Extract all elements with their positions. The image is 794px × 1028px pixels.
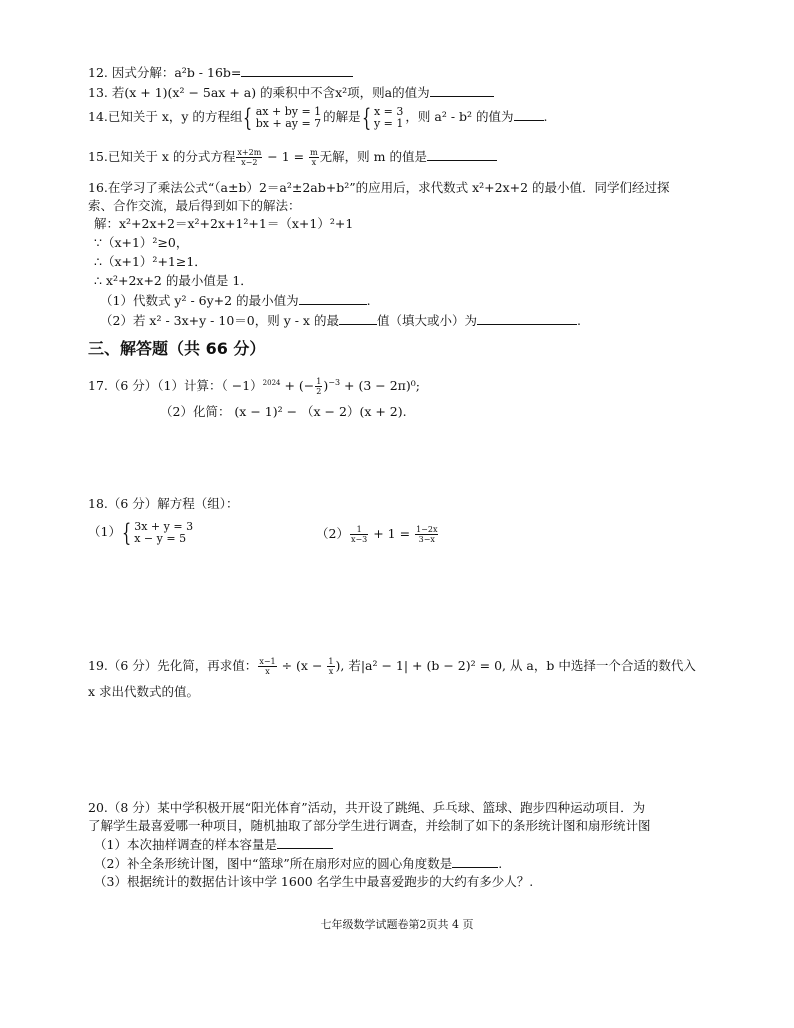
question-14: 14.已知关于 x，y 的方程组{ ax + by = 1 bx + ay = 7 的解是{ x = 3 y = 1 ，则 a² - b² 的值为 . — [88, 103, 548, 132]
q20-line1: 20.（8 分）某中学积极开展“阳光体育”活动，共开设了跳绳、乒乓球、篮球、跑步四种运动项目．为 — [88, 800, 646, 815]
q13-text: 13. 若(x + 1)(x² − 5ax + a) 的乘积中不含x²项，则a的值为 — [88, 85, 430, 100]
answer-blank — [477, 312, 577, 325]
fraction: $\frac{x-1}{x}$ — [259, 657, 276, 676]
answer-blank — [299, 292, 367, 305]
q14-system: ax + by = 1 bx + ay = 7 — [255, 104, 322, 130]
question-13 — [88, 84, 494, 101]
q18-title: 18.（6 分）解方程（组）： — [88, 496, 239, 511]
fraction: $\frac{1}{x-3}$ — [350, 525, 368, 544]
q16-line2: 索、合作交流，最后得到如下的解法： — [88, 198, 301, 213]
question-15: 15.已知关于 x 的分式方程 $\frac{x+2m}{x-2}$ − 1 = $\frac{m}{x}$ 无解，则 m 的值是 — [88, 146, 497, 168]
q16-part-1: （1）代数式 y² - 6y+2 的最小值为 . — [100, 293, 371, 308]
q18-system: 3x + y = 3 x − y = 5 — [134, 519, 194, 545]
answer-blank — [427, 148, 497, 161]
question-17: 17.（6 分）（1）计算：（ −1）$^{2024}$ + (− $\frac{1}{2}$ )$^{-3}$ + (3 − 2π)⁰; — [88, 377, 421, 397]
question-19: 19.（6 分）先化简，再求值： $\frac{x-1}{x}$ ÷ (x − $\frac{1}{x}$ ), 若|a² − 1| + (b − 2)² = 0, 从 a，b 中选择一个合适的数代入 — [88, 657, 696, 676]
answer-blank — [514, 108, 544, 121]
section-3-title: 三、解答题（共 66 分） — [88, 339, 266, 358]
q20-part-1: （1）本次抽样调查的样本容量是 — [94, 836, 333, 853]
q16-solution-3: ∴（x+1）²+1≥1． — [94, 254, 207, 269]
q19-line2: x 求出代数式的值。 — [88, 684, 200, 699]
q18-part-1: （1）{ 3x + y = 3 x − y = 5 — [88, 518, 194, 547]
q16-part-2: （2）若 x² - 3x+y - 10＝0，则 y - x 的最 值（填大或小）为 . — [100, 313, 581, 328]
q20-part-2: （2）补全条形统计图，图中“篮球”所在扇形对应的圆心角度数是 . — [94, 856, 503, 871]
q20-part-3: （3）根据统计的数据估计该中学 1600 名学生中最喜爱跑步的大约有多少人？. — [94, 874, 534, 889]
q14-solution: x = 3 y = 1 — [373, 104, 404, 130]
fraction: $\frac{1-2x}{3-x}$ — [416, 525, 438, 544]
answer-blank — [241, 64, 353, 77]
fraction: $\frac{x+2m}{x-2}$ — [237, 148, 262, 167]
fraction: $\frac{m}{x}$ — [310, 148, 318, 167]
question-12 — [88, 64, 353, 81]
answer-blank — [430, 84, 494, 97]
q20-line2: 了解学生最喜爱哪一种项目，随机抽取了部分学生进行调查，并绘制了如下的条形统计图和扇形统计图 — [88, 818, 651, 833]
answer-blank — [452, 855, 498, 868]
fraction: $\frac{1}{2}$ — [316, 377, 322, 397]
q18-part-2: （2） $\frac{1}{x-3}$ + 1 = $\frac{1-2x}{3-x}$ — [316, 525, 438, 544]
fraction: $\frac{1}{x}$ — [328, 657, 334, 676]
answer-blank — [277, 836, 333, 849]
q17-part-2: （2）化简： (x − 1)² − （x − 2）(x + 2). — [160, 404, 407, 419]
page-footer: 七年级数学试题卷第2页共 4 页 — [320, 918, 474, 931]
q16-solution-2: ∵（x+1）²≥0， — [94, 235, 189, 250]
q12-text: 12. 因式分解：a²b - 16b= — [88, 65, 242, 80]
q16-solution-1: 解：x²+2x+2＝x²+2x+1²+1＝（x+1）²+1 — [94, 216, 354, 231]
q16-line1: 16.在学习了乘法公式“（a±b）2＝a²±2ab+b²”的应用后，求代数式 x²+2x+2 的最小值．同学们经过探 — [88, 180, 670, 195]
q14-pre: 14.已知关于 x，y 的方程组 — [88, 109, 243, 124]
q16-solution-4: ∴ x²+2x+2 的最小值是 1． — [94, 273, 253, 288]
answer-blank — [339, 312, 377, 325]
